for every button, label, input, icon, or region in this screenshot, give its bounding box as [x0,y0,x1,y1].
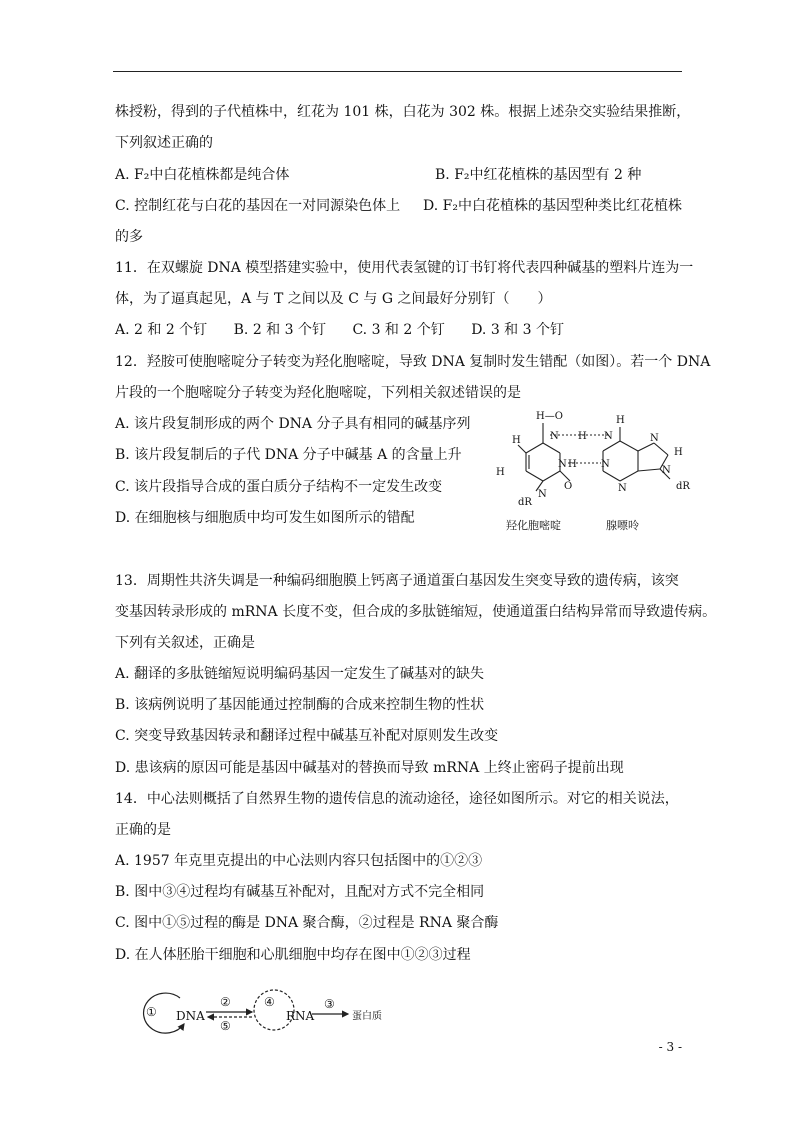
q10-option-d-cont: 的多 [115,229,143,245]
fig-n-3: N [558,459,567,470]
q10-line1: 株授粉，得到的子代植株中，红花为 101 株，白花为 302 株。根据上述杂交实验结果推断， [115,104,691,120]
q13-option-c: C. 突变导致基因转录和翻译过程中碱基互补配对原则发生改变 [115,728,499,744]
q11-option-b: B. 2 和 3 个钉 [233,322,326,338]
q10-option-d: D. F₂中白花植株的基因型种类比红花植株 [423,198,682,214]
fig-h-1: H [578,431,587,442]
dogma-n1: ① [146,1005,157,1019]
q11-option-c: C. 3 和 2 个钉 [352,322,445,338]
q14-option-d: D. 在人体胚胎干细胞和心肌细胞中均存在图中①②③过程 [115,947,471,963]
central-dogma-figure [140,988,410,1038]
q14-line2: 正确的是 [115,822,171,838]
fig-n-8: N [662,465,671,476]
header-rule [113,71,682,72]
q14-option-c: C. 图中①⑤过程的酶是 DNA 聚合酶，②过程是 RNA 聚合酶 [115,915,499,931]
fig-n-5: N [538,489,547,500]
q14-line1: 14．中心法则概括了自然界生物的遗传信息的流动途径，途径如图所示。对它的相关说法， [115,791,679,807]
q12-line2: 片段的一个胞嘧啶分子转变为羟化胞嘧啶，下列相关叙述错误的是 [115,385,521,401]
q12-option-b: B. 该片段复制后的子代 DNA 分子中碱基 A 的含量上升 [115,447,462,463]
q11-line1: 11．在双螺旋 DNA 模型搭建实验中，使用代表氢键的订书钉将代表四种碱基的塑料片连为一 [115,260,694,276]
fig-h-3: H [512,435,521,446]
fig-n-6: N [618,483,627,494]
page-number: - 3 - [658,1040,682,1054]
q13-line3: 下列有关叙述，正确是 [115,635,255,651]
fig-h-5: H [568,459,577,470]
fig-n-1: N [550,431,559,442]
fig-h-4: H [496,467,505,478]
q13-option-d: D. 患该病的原因可能是基因中碱基对的替换而导致 mRNA 上终止密码子提前出现 [115,760,624,776]
fig-n-7: N [650,433,659,444]
fig-right-label: 腺嘌呤 [606,519,639,532]
q12-option-c: C. 该片段指导合成的蛋白质分子结构不一定发生改变 [115,479,443,495]
dogma-dna: DNA [176,1009,205,1023]
q14-option-a: A. 1957 年克里克提出的中心法则内容只包括图中的①②③ [115,853,483,869]
fig-n-4: N [601,459,610,470]
fig-h-6: H [674,447,683,458]
dogma-n3: ③ [324,997,335,1011]
q11-line2: 体，为了逼真起见，A 与 T 之间以及 C 与 G 之间最好分别钉（ ） [115,291,552,307]
dogma-n4: ④ [264,995,275,1009]
base-pairing-figure [488,405,698,540]
q13-line1: 13．周期性共济失调是一种编码细胞膜上钙离子通道蛋白基因发生突变导致的遗传病，该突 [115,573,679,589]
q13-option-a: A. 翻译的多肽链缩短说明编码基因一定发生了碱基对的缺失 [115,666,485,682]
q12-option-a: A. 该片段复制形成的两个 DNA 分子具有相同的碱基序列 [115,416,471,432]
fig-o-label: O [564,481,573,492]
fig-dr-left: dR [518,497,532,508]
dogma-protein: 蛋白质 [352,1011,382,1022]
q12-option-d: D. 在细胞核与细胞质中均可发生如图所示的错配 [115,510,415,526]
fig-h-2: H [616,415,625,426]
q13-line2: 变基因转录形成的 mRNA 长度不变，但合成的多肽链缩短，使通道蛋白结构异常而导致遗传病。 [115,604,717,620]
q10-line2: 下列叙述正确的 [115,135,213,151]
q12-line1: 12．羟胺可使胞嘧啶分子转变为羟化胞嘧啶，导致 DNA 复制时发生错配（如图）。若一个 DNA [115,354,711,370]
dogma-n5: ⑤ [220,1019,231,1033]
q11-options [115,321,586,339]
q13-option-b: B. 该病例说明了基因能通过控制酶的合成来控制生物的性状 [115,697,485,713]
q10-option-a: A. F₂中白花植株都是纯合体 [115,167,290,183]
fig-n-2: N [604,431,613,442]
q10-option-c: C. 控制红花与白花的基因在一对同源染色体上 [115,198,401,214]
fig-dr-right: dR [676,481,690,492]
q11-option-a: A. 2 和 2 个钉 [115,322,208,338]
q11-option-d: D. 3 和 3 个钉 [471,322,564,338]
dogma-n2: ② [220,995,231,1009]
q14-option-b: B. 图中③④过程均有碱基互补配对，且配对方式不完全相同 [115,884,485,900]
q10-option-b: B. F₂中红花植株的基因型有 2 种 [435,167,642,183]
fig-ho-label: H—O [536,411,563,422]
fig-left-label: 羟化胞嘧啶 [506,519,561,532]
dogma-rna: RNA [286,1009,315,1023]
